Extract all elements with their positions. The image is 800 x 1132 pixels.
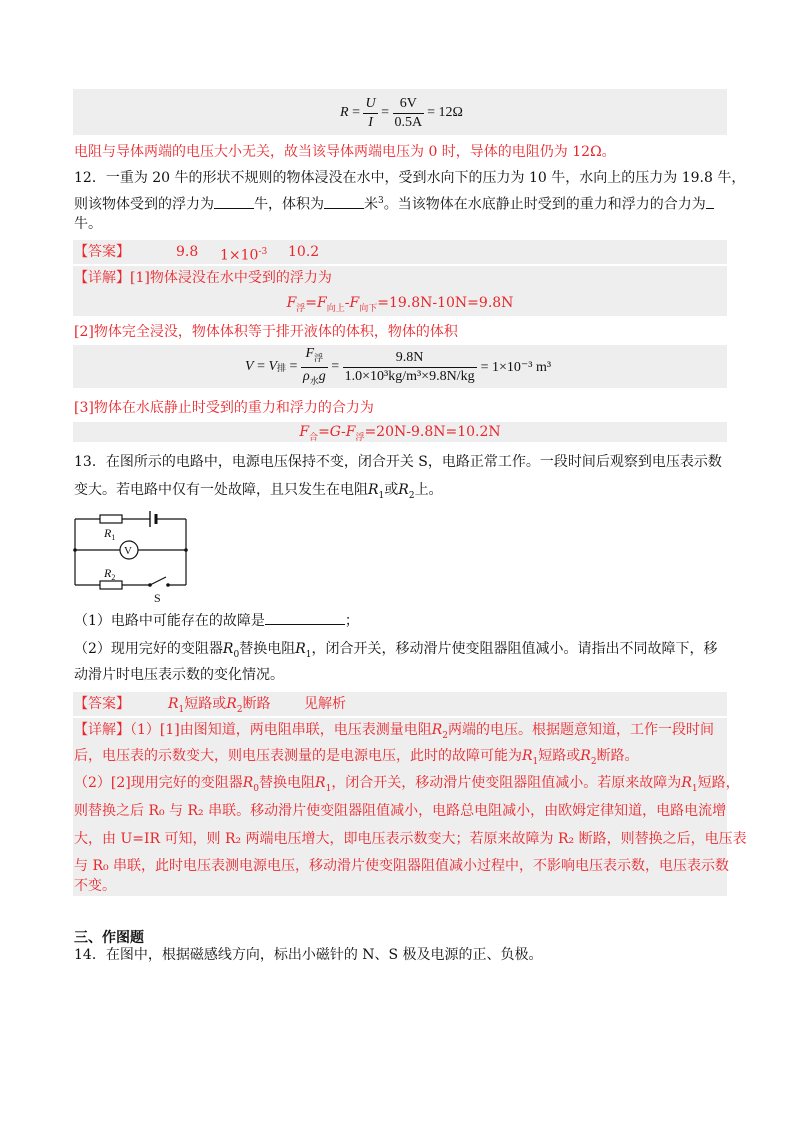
circuit-diagram xyxy=(70,505,200,605)
q13-detail-1: 【详解】（1）[1]由图知道，两电阻串联，电压表测量电阻$R_2$两端的电压。根据题意知道，工作一段时间 xyxy=(74,722,715,741)
q13-sub2-line2: 动滑片时电压表示数的变化情况。 xyxy=(74,667,284,683)
q12-resultant-eq: $F_合=G-F_浮=20N-9.8N=10.2N$ xyxy=(299,424,501,443)
q12-blank-3[interactable] xyxy=(706,208,714,209)
q12-blank-1[interactable] xyxy=(214,208,254,209)
q13-line1: 13．在图所示的电路中，电源电压保持不变，闭合开关 S，电路正常工作。一段时间后观察到电压表示数 xyxy=(74,454,722,470)
q13-sub1: （1）电路中可能存在的故障是 ； xyxy=(74,613,359,629)
prev-note: 电阻与导体两端的电压大小无关，故当该导体两端电压为 0 时，导体的电阻仍为 12Ω。 xyxy=(74,144,616,160)
q13-detail-2-line3: 大，由 U=IR 可知，则 R₂ 两端电压增大，即电压表示数变大；若原来故障为 R₂ 断路，则替换之后，电压表 xyxy=(74,831,747,847)
q12-answer-box xyxy=(73,240,727,264)
q13-detail-2-line5: 不变。 xyxy=(74,878,116,894)
q13-answer: 【答案】 $R_1$短路或$R_2$断路 见解析 xyxy=(74,696,346,715)
switch-s xyxy=(150,577,166,585)
svg-text:R1: $R_1$ xyxy=(104,526,116,542)
svg-text:V: V xyxy=(124,545,132,557)
q13-detail-2: （2）[2]现用完好的变阻器$R_0$替换电阻$R_1$，闭合开关，移动滑片使变阻器阻值减小。若原来故障为$R_1$短路， xyxy=(74,775,740,794)
resistor-r1 xyxy=(100,515,122,523)
q12-line3: 牛。 xyxy=(74,216,102,232)
q12-line2: 则该物体受到的浮力为 牛，体积为 米$^3$。当该物体在水底静止时受到的重力和浮力的合力为 xyxy=(74,191,714,215)
q12-detail-1: 【详解】[1]物体浸没在水中受到的浮力为 xyxy=(74,270,332,286)
q13-detail-2-line4: 与 R₀ 串联，此时电压表测电源电压，移动滑片使变阻器阻值减小过程中，不影响电压表示数，电压表示数 xyxy=(74,858,730,874)
q13-blank-1[interactable] xyxy=(265,624,345,625)
q13-sub2: （2）现用完好的变阻器$R_0$替换电阻$R_1$，闭合开关，移动滑片使变阻器阻值减小。请指出不同故障下，移 xyxy=(74,641,718,660)
q12-line1: 12．一重为 20 牛的形状不规则的物体浸没在水中，受到水向下的压力为 10 牛，水向上的压力为 19.8 牛， xyxy=(74,170,746,186)
q14-text: 14．在图中，根据磁感线方向，标出小磁针的 N、S 极及电源的正、负极。 xyxy=(74,947,543,963)
q12-volume-eq: V = V 排 = $\frac{F_浮}{\rho_水g}$ = $\frac{9.8N}{\text{1.0×10³kg/m³×9.8N/kg}}$ = 1×10⁻³ m³ xyxy=(245,345,552,386)
q13-detail-2-line2: 则替换之后 R₀ 与 R₂ 串联。移动滑片使变阻器阻值减小，电路总电阻减小，由欧姆定律知道，电路电流增 xyxy=(74,803,727,819)
svg-text:R2: $R_2$ xyxy=(104,566,116,582)
svg-text:S: S xyxy=(154,591,161,605)
q12-blank-2[interactable] xyxy=(324,208,364,209)
q13-line2: 变大。若电路中仅有一处故障，且只发生在电阻$R_1$或$R_2$上。 xyxy=(74,482,443,501)
q12-detail-3: [3]物体在水底静止时受到的重力和浮力的合力为 xyxy=(74,400,374,416)
ohms-law-formula: R = $\frac{U}{I}$ = $\frac{6V}{0.5A}$ = 12Ω xyxy=(340,95,463,130)
q12-detail-2: [2]物体完全浸没，物体体积等于排开液体的体积，物体的体积 xyxy=(74,324,458,340)
resistor-r2 xyxy=(100,581,122,589)
q13-detail-1-line2: 后，电压表的示数变大，则电压表测量的是电源电压，此时的故障可能为$R_1$短路或$R_2$断路。 xyxy=(74,748,639,767)
section-title: 三、作图题 xyxy=(74,930,144,946)
q12-answer: 【答案】 9.8 $1\times 10^{-3}$ 10.2 xyxy=(74,244,320,264)
q12-buoyancy-eq: $F_浮=F_{向上}-F_{向下}=19.8N-10N=9.8N$ xyxy=(286,295,514,314)
